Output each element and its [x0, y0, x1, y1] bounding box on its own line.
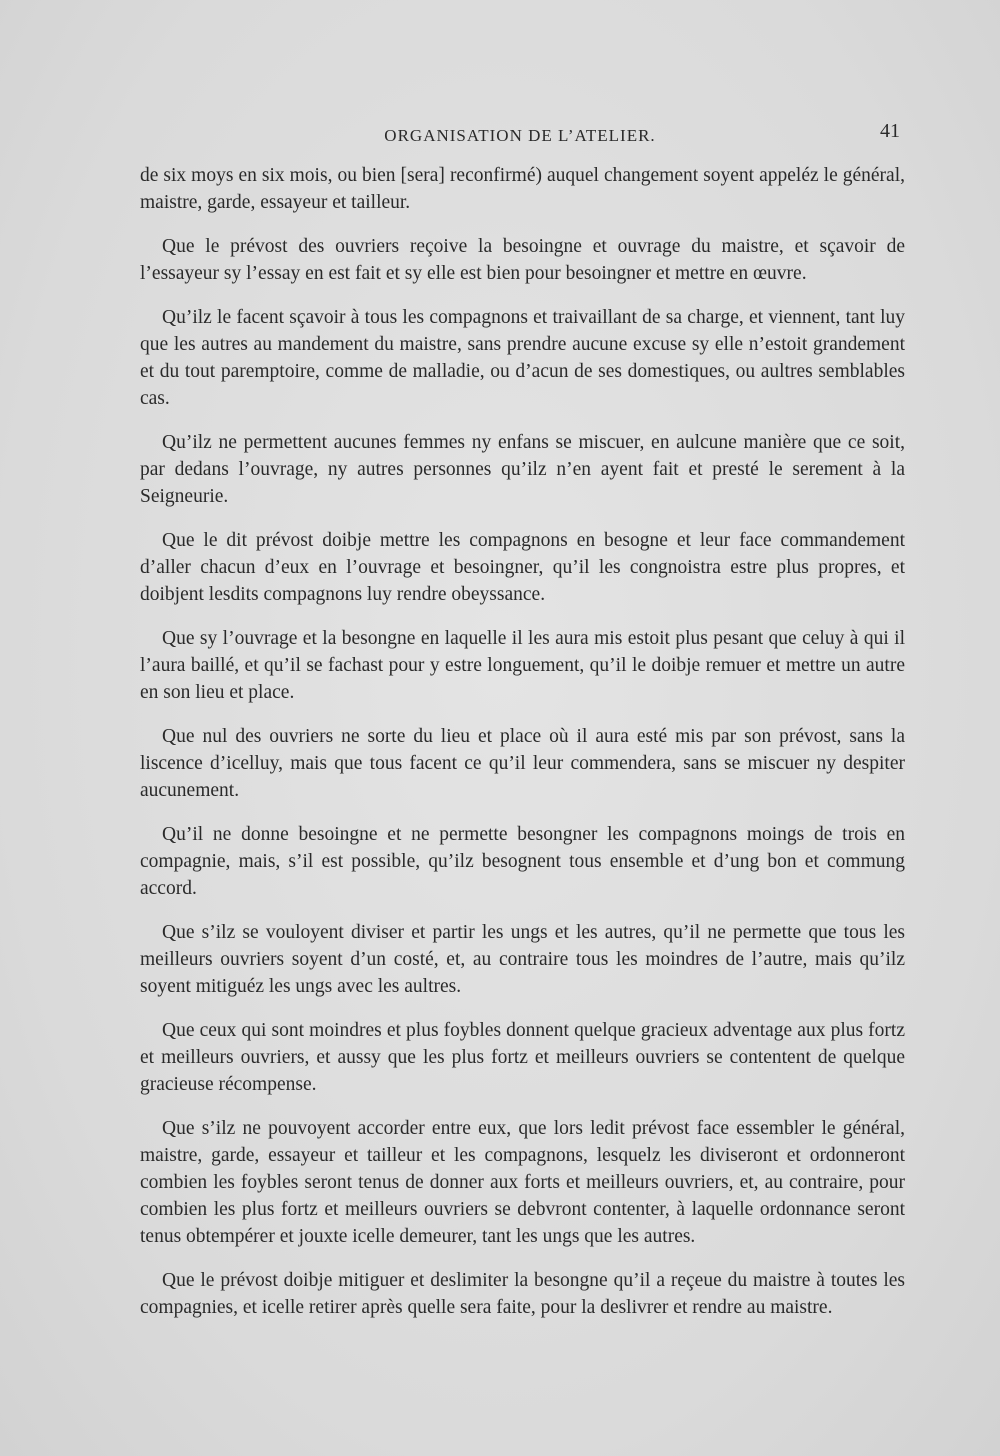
paragraph: Que sy l’ouvrage et la besongne en laquelle il les aura mis estoit plus pesant que celuy à qui il l’aura baillé, et qu’il se fachast pour y estre longuement, qu’il le doibje remuer et mettre un autre en son lieu et place. — [140, 628, 905, 703]
paragraph: Qu’ilz le facent sçavoir à tous les compagnons et traivaillant de sa charge, et viennent, tant luy que les autres au mandement du maistre, sans prendre aucune excuse sy elle n’estoit grandement et du tout paremptoire, comme de malladie, ou d’acun de ses domestiques, ou aultres semblables cas. — [140, 307, 905, 409]
page-number: 41 — [880, 120, 900, 142]
body-text — [140, 162, 905, 1338]
paragraph: Que le prévost des ouvriers reçoive la besoingne et ouvrage du maistre, et sçavoir de l’essayeur sy l’essay en est fait et sy elle est bien pour besoingner et mettre en œuvre. — [140, 236, 905, 284]
paragraph: Que ceux qui sont moindres et plus foybles donnent quelque gracieux adventage aux plus fortz et meilleurs ouvriers, et aussy que les plus fortz et meilleurs ouvriers se contentent de quelque gracieuse récompense. — [140, 1020, 905, 1095]
paragraph: Que s’ilz se vouloyent diviser et partir les ungs et les autres, qu’il ne permette que tous les meilleurs ouvriers soyent d’un costé, et, au contraire tous les moindres de l’autre, mais qu’ilz soyent mitiguéz les ungs avec les aultres. — [140, 922, 905, 997]
page-header — [140, 120, 900, 150]
paragraph: Qu’ilz ne permettent aucunes femmes ny enfans se miscuer, en aulcune manière que ce soit, par dedans l’ouvrage, ny autres personnes qu’ilz n’en ayent fait et presté le serement à la Seigneurie. — [140, 432, 905, 507]
running-title: ORGANISATION DE L’ATELIER. — [384, 126, 656, 145]
paragraph: Qu’il ne donne besoingne et ne permette besongner les compagnons moings de trois en compagnie, mais, s’il est possible, qu’ilz besognent tous ensemble et d’ung bon et commung accord. — [140, 824, 905, 899]
paragraph: de six moys en six mois, ou bien [sera] reconfirmé) auquel changement soyent appeléz le général, maistre, garde, essayeur et tailleur. — [140, 165, 905, 213]
paragraph: Que nul des ouvriers ne sorte du lieu et place où il aura esté mis par son prévost, sans la liscence d’icelluy, mais que tous facent ce qu’il leur commendera, sans se miscuer ny despiter aucunement. — [140, 726, 905, 801]
paragraph: Que le prévost doibje mitiguer et deslimiter la besongne qu’il a reçeue du maistre à toutes les compagnies, et icelle retirer après quelle sera faite, pour la deslivrer et rendre au maistre. — [140, 1270, 905, 1318]
paragraph: Que s’ilz ne pouvoyent accorder entre eux, que lors ledit prévost face essembler le général, maistre, garde, essayeur et tailleur et les compagnons, lesquelz les diviseront et ordonneront combien les foybles seront tenus de donner aux forts et meilleurs ouvriers, et, au contraire, pour combien les plus fortz et meilleurs ouvriers se debvront contenter, à laquelle ordonnance seront tenus obtempérer et jouxte icelle demeurer, tant les ungs que les autres. — [140, 1118, 905, 1247]
paragraph: Que le dit prévost doibje mettre les compagnons en besogne et leur face commandement d’aller chacun d’eux en l’ouvrage et besoingner, qu’il les congnoistra estre plus propres, et doibjent lesdits compagnons luy rendre obeyssance. — [140, 530, 905, 605]
